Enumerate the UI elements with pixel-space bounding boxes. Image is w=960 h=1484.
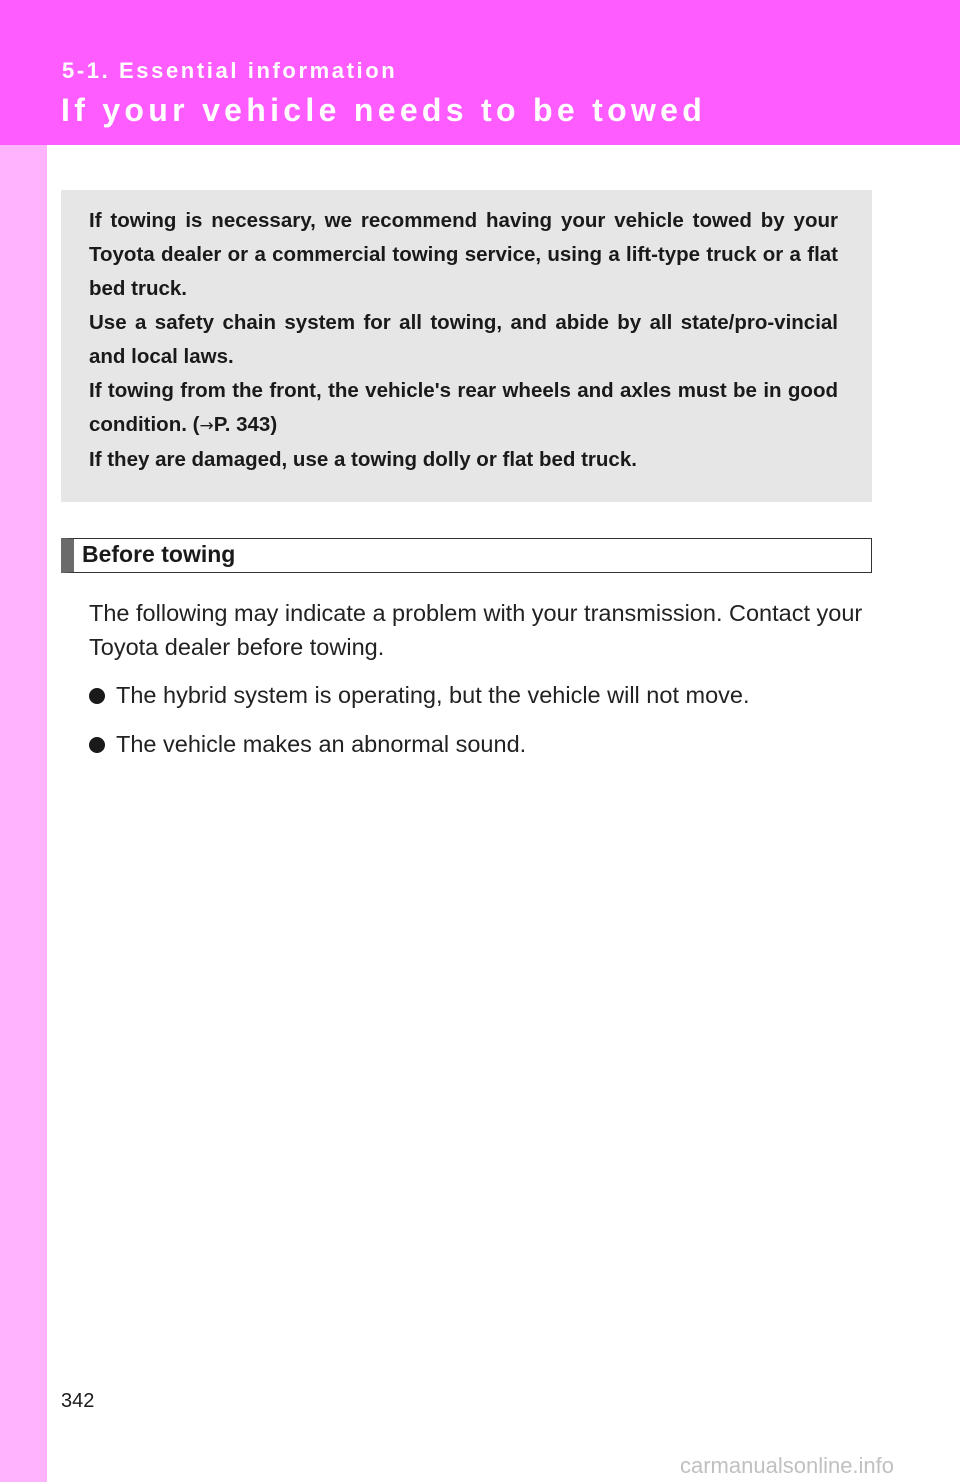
arrow-right-icon: → <box>199 416 214 436</box>
list-item <box>89 727 526 761</box>
subsection-heading-bar <box>61 538 872 573</box>
front-towing-text: If towing from the front, the vehicle's rear wheels and axles must be in good condition. ( <box>89 379 838 436</box>
list-item-text: The hybrid system is operating, but the vehicle will not move. <box>116 682 750 708</box>
section-label: 5-1. Essential information <box>62 58 398 83</box>
page-number: 342 <box>61 1390 95 1412</box>
intro-paragraph-front-towing <box>89 374 838 443</box>
intro-box <box>61 190 872 502</box>
bullet-icon <box>89 688 105 704</box>
watermark: carmanualsonline.info <box>680 1453 895 1478</box>
page-title: If your vehicle needs to be towed <box>61 92 707 128</box>
intro-paragraph-damaged: If they are damaged, use a towing dolly or flat bed truck. <box>89 448 637 471</box>
intro-paragraph-safety-chain: Use a safety chain system for all towing, and abide by all state/pro-vincial and local laws. <box>89 311 838 368</box>
side-band <box>0 145 47 1482</box>
list-item <box>89 678 750 712</box>
intro-paragraph-towing-service: If towing is necessary, we recommend having your vehicle towed by your Toyota dealer or a commercial towing service, using a lift-type truck or a flat bed truck. <box>89 209 838 300</box>
page-reference-link[interactable]: P. 343) <box>213 413 278 436</box>
subsection-paragraph: The following may indicate a problem with your transmission. Contact your Toyota dealer before towing. <box>89 600 863 660</box>
list-item-text: The vehicle makes an abnormal sound. <box>116 731 527 757</box>
bullet-icon <box>89 737 105 753</box>
subsection-heading: Before towing <box>82 541 236 567</box>
